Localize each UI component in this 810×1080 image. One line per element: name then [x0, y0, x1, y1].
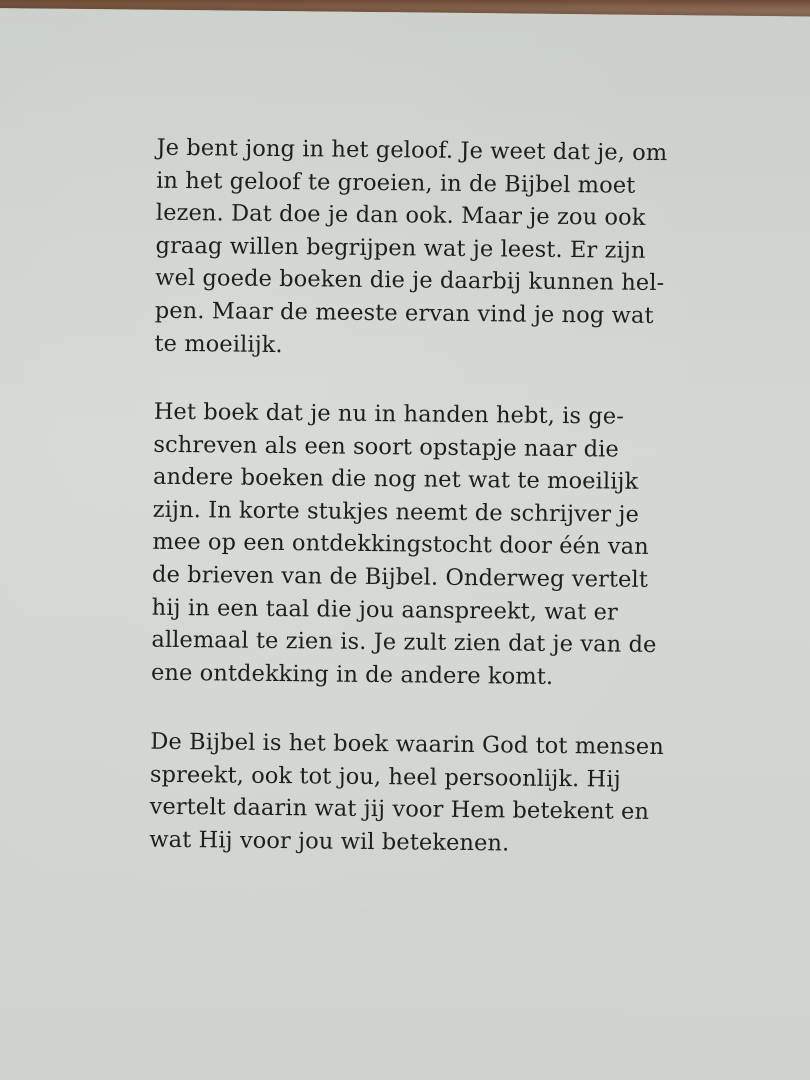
text-line: graag willen begrijpen wat je leest. Er zijn — [155, 232, 646, 264]
text-line: De Bijbel is het boek waarin God tot mensen — [150, 728, 664, 761]
text-line: te moeilijk. — [154, 330, 283, 358]
text-line: ene ontdekking in de andere komt. — [150, 659, 554, 690]
text-line: Het boek dat je nu in handen hebt, is ge- — [153, 398, 625, 430]
book-page — [0, 8, 810, 1080]
text-line: wat Hij voor jou wil betekenen. — [149, 826, 510, 857]
text-line: zijn. In korte stukjes neemt de schrijver je — [152, 496, 640, 528]
text-line: andere boeken die nog net wat te moeilijk — [152, 463, 639, 495]
text-line: in het geloof te groeien, in de Bijbel moet — [156, 167, 636, 199]
paragraph-bible — [149, 726, 710, 862]
text-line: hij in een taal die jou aanspreekt, wat er — [151, 594, 619, 626]
text-line: vertelt daarin wat jij voor Hem betekent en — [149, 793, 650, 826]
text-line: lezen. Dat doe je dan ook. Maar je zou ook — [155, 199, 646, 232]
paragraph-intro — [154, 132, 716, 366]
text-line: Je bent jong in het geloof. Je weet dat je, om — [156, 134, 668, 167]
text-line: de brieven van de Bijbel. Onderweg vertelt — [151, 561, 649, 593]
text-line: schreven als een soort opstapje naar die — [153, 431, 620, 463]
text-line: wel goede boeken die je daarbij kunnen hel- — [155, 265, 665, 297]
paragraph-book-purpose — [151, 396, 714, 695]
text-line: mee op een ontdekkingstocht door één van — [152, 529, 649, 561]
text-line: spreekt, ook tot jou, heel persoonlijk. Hij — [149, 761, 621, 793]
text-line: pen. Maar de meeste ervan vind je nog wat — [154, 297, 654, 329]
text-line: allemaal te zien is. Je zult zien dat je van de — [151, 626, 657, 659]
